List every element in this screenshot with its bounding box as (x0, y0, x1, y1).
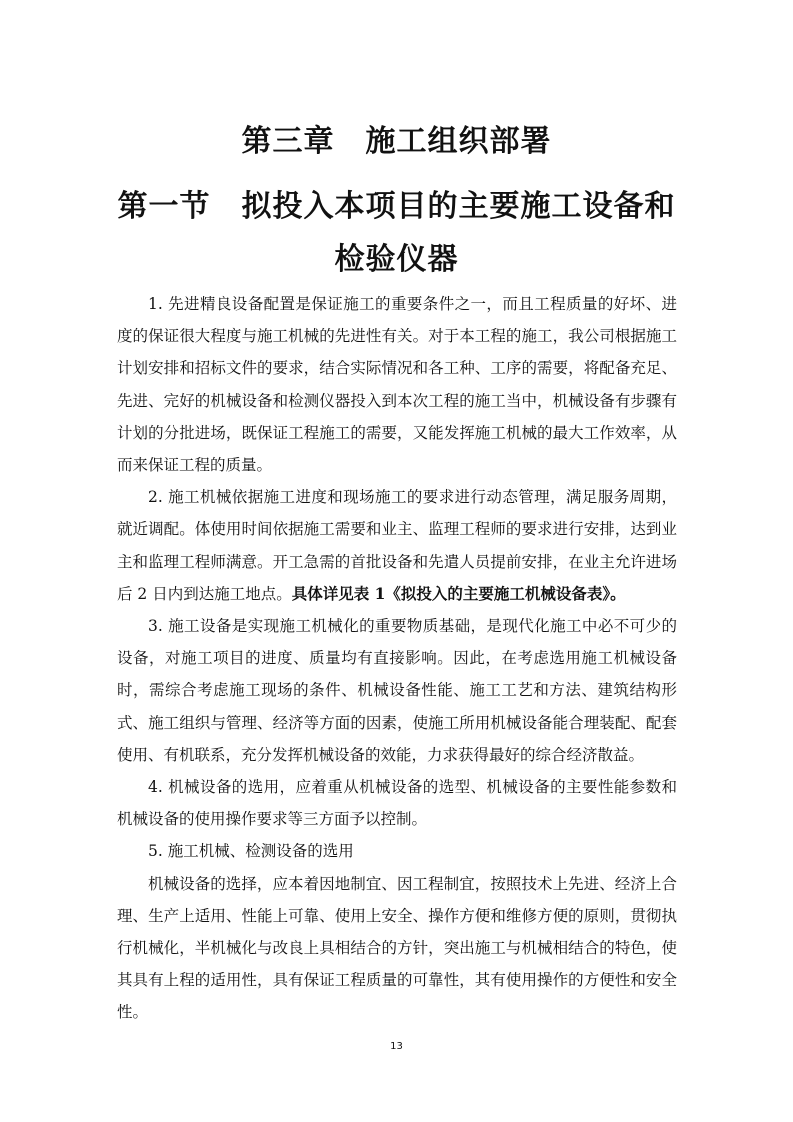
paragraph-3: 3. 施工设备是实现施工机械化的重要物质基础，是现代化施工中必不可少的设备，对施工项目的进度、质量均有直接影响。因此，在考虑选用施工机械设备时，需综合考虑施工现场的条件、机械设备性能、施工工艺和方法、建筑结构形式、施工组织与管理、经济等方面的因素，使施工所用机械设备能合理装配、配套使用、有机联系，充分发挥机械设备的效能，力求获得最好的综合经济散益。 (117, 617, 677, 764)
chapter-title: 第三章 施工组织部署 (241, 124, 552, 159)
paragraph-2-text: 2. 施工机械依据施工进度和现场施工的要求进行动态管理，满足服务周期，就近调配。体使用时间依据施工需要和业主、监理工程师的要求进行安排，达到业主和监理工程师满意。开工急需的首批设备和先遣人员提前安排，在业主允许进场后 2 日内到达施工地点。 (117, 488, 677, 603)
paragraph-1: 1. 先进精良设备配置是保证施工的重要条件之一，而且工程质量的好坏、进度的保证很大程度与施工机械的先进性有关。对于本工程的施工，我公司根据施工计划安排和招标文件的要求，结合实际情况和各工种、工序的需要，将配备充足、先进、完好的机械设备和检测仪器投入到本次工程的施工当中，机械设备有步骤有计划的分批进场，既保证工程施工的需要，又能发挥施工机械的最大工作效率，从而来保证工程的质量。 (117, 295, 677, 475)
paragraph-5-heading: 5. 施工机械、检测设备的选用 (148, 842, 354, 861)
paragraph-6: 机械设备的选择，应本着因地制宜、因工程制宜，按照技术上先进、经济上合理、生产上适用、性能上可靠、使用上安全、操作方便和维修方便的原则，贯彻执行机械化，半机械化与改良上具相结合的方针，突出施工与机械相结合的特色，使其具有上程的适用性，具有保证工程质量的可靠性，其有使用操作的方便性和安全性。 (117, 874, 677, 1022)
body-text (117, 288, 677, 1029)
section-title: 第一节 拟投入本项目的主要施工设备和检验仪器 (117, 189, 676, 277)
page-number: 13 (390, 1041, 403, 1052)
paragraph-2 (117, 481, 677, 610)
paragraph-4: 4. 机械设备的选用，应着重从机械设备的选型、机械设备的主要性能参数和机械设备的使用操作要求等三方面予以控制。 (117, 778, 677, 829)
paragraph-2-bold-reference: 具体详见表 1《拟投入的主要施工机械设备表》。 (291, 583, 626, 603)
